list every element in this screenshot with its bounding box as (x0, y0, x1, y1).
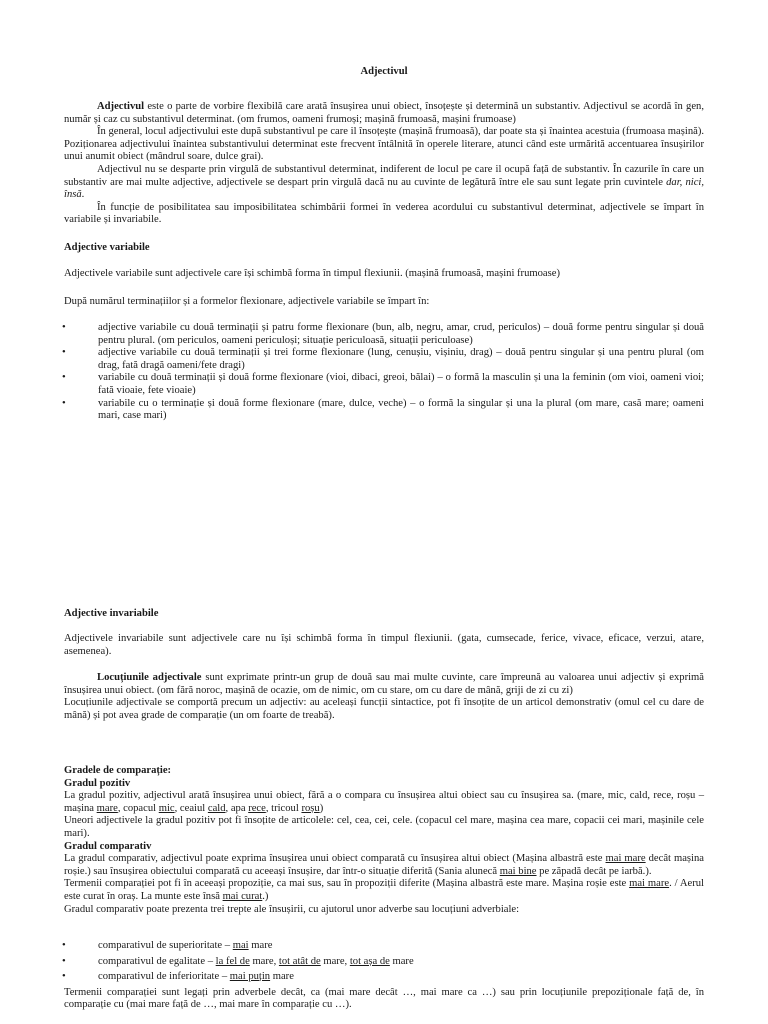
bullet-icon: • (62, 397, 66, 409)
list-item: • adjective variabile cu două terminații și patru forme flexionare (bun, alb, negru, amar, crud, periculos) – două forme pentru singular și două pentru plural. (om periculos, oameni periculoși; situație periculoasă, situații periculoase) (62, 322, 704, 346)
intro-paragraph-4: În funcție de posibilitatea sau imposibilitatea schimbării formei în vederea acordului cu substantivul determinat, adjectivele se împart în variabile și invariabile. (64, 201, 704, 226)
list-item: • comparativul de inferioritate – mai puțin mare (62, 971, 294, 983)
locutiuni-section (64, 672, 704, 722)
bullet-icon: • (62, 372, 66, 384)
intro-paragraph-1: Adjectivul este o parte de vorbire flexibilă care arată însușirea unui obiect, însoțește și determină un substantiv. Adjectivul se acordă în gen, număr și caz cu substantivul determinat. (om frumos, oameni frumoși; mașină frumoasă, mașini frumoase) (64, 101, 704, 125)
locutiuni-paragraph: Locuțiunile adjectivale sunt exprimate printr-un grup de două sau mai multe cuvinte, care împreună au valoarea unui adjectiv și exprimă însușirea unui obiect. (om fără noroc, mașină de ocazie, om de nimic, om cu stare, om cu dare de mână, griji de zi cu zi) (64, 672, 704, 696)
comparativ-paragraph-1: La gradul comparativ, adjectivul poate exprima însușirea unui obiect comparată cu însușirea altui obiect (Mașina albastră este mai mare decât mașina roșie.) sau însușirea obiectului comparată cu aceeași însușire, dar într-o situație diferită (Sania alunecă mai bine pe zăpadă decât pe iarbă.). (64, 853, 704, 877)
comparativ-final-paragraph: Termenii comparației sunt legați prin adverbele decât, ca (mai mare decât …, mai mare ca …) sau prin locuțiunile prepoziționale față de, în comparație cu (mai mare față de …, mai mare în comparație cu …). (64, 986, 704, 1011)
bullet-icon: • (62, 347, 66, 359)
grade-section (64, 765, 704, 916)
intro-section (64, 101, 704, 227)
variabile-list (64, 322, 704, 423)
comparativ-paragraph-2: Termenii comparației pot fi în aceeași propoziție, ca mai sus, sau în propoziții diferite (Mașina albastră este mare. Mașina roșie este mai mare. / Aerul este curat în oraș. La munte este însă mai curat.) (64, 878, 704, 902)
comparativ-heading: Gradul comparativ (64, 840, 152, 852)
bullet-icon: • (62, 322, 66, 333)
bullet-icon: • (62, 971, 66, 983)
locutiuni-paragraph-2: Locuțiunile adjectivale se comportă precum un adjectiv: au aceleași funcții sintactice, pot fi însoțite de un articol demonstrativ (omul cel cu dare de mână) și pot avea grade de comparație (un om foarte de treabă). (64, 697, 704, 721)
comparativ-list (64, 940, 704, 1012)
comparativ-paragraph-3: Gradul comparativ poate prezenta trei trepte ale însușirii, cu ajutorul unor adverbe sau locuțiuni adverbiale: (64, 903, 520, 915)
pozitiv-heading: Gradul pozitiv (64, 777, 131, 789)
intro-paragraph-2: În general, locul adjectivului este după substantivul pe care il însoțește (mașină frumoasă), dar poate sta și înaintea acestuia (frumoasa mașină). Poziționarea adjectivului înaintea substantivului determinat este frecvent întâlnită în operele literare, atunci când este urmărită accentuarea însușirilor unui anumit obiect (mândrul soare, dulce grai). (64, 126, 704, 163)
variabile-definition: Adjectivele variabile sunt adjectivele care își schimbă forma în timpul flexiunii. (mașină frumoasă, mașini frumoase) (64, 268, 560, 279)
pozitiv-paragraph-1: La gradul pozitiv, adjectivul arată însușirea unui obiect, fără a o compara cu însușirea altui obiect sau cu însușirea sa. (mare, mic, cald, rece, roșu – mașina mare, copacul mic, ceaiul cald, apa rece, tricoul roșu) (64, 790, 704, 814)
pozitiv-paragraph-2: Uneori adjectivele la gradul pozitiv pot fi însoțite de articolele: cel, cea, cei, cele. (copacul cel mare, mașina cea mare, copacii cei mari, mașinile cele mari). (64, 815, 704, 839)
variabile-heading: Adjective variabile (64, 242, 150, 253)
variabile-intro: După numărul terminațiilor și a formelor flexionare, adjectivele variabile se împart în: (64, 296, 430, 307)
list-item: • adjective variabile cu două terminații și trei forme flexionare (lung, cenușiu, vișiniu, drag) – două pentru singular și una pentru plural (om drag, fată dragă oameni/fete dragi) (62, 347, 704, 371)
page-title: Adjectivul (360, 66, 408, 77)
invariabile-definition: Adjectivele invariabile sunt adjectivele care nu își schimbă forma în timpul flexiunii. (gata, cumsecade, ferice, vivace, eficace, verzui, atare, asemenea). (64, 633, 704, 657)
grade-heading: Gradele de comparație: (64, 765, 172, 776)
bullet-icon: • (62, 955, 66, 967)
invariabile-heading: Adjective invariabile (64, 608, 159, 619)
list-item: • comparativul de egalitate – la fel de mare, tot atât de mare, tot așa de mare (62, 955, 414, 967)
list-item: • variabile cu o terminație și două forme flexionare (mare, dulce, veche) – o formă la singular și una la plural (om mare, casă mare; oameni mari, case mari) (62, 397, 704, 422)
bullet-icon: • (62, 940, 66, 951)
list-item: • variabile cu două terminații și două forme flexionare (vioi, dibaci, greoi, bălai) – o formă la masculin și una la feminin (om vioi, oameni vioi; fată vioaie, fete vioaie) (62, 372, 704, 396)
intro-paragraph-3: Adjectivul nu se desparte prin virgulă de substantivul determinat, indiferent de locul pe care il ocupă față de substantiv. În cazurile în care un substantiv are mai multe adjective, adjectivele se despart prin virgulă dacă nu au cuvinte de legătură între ele sau sunt legate prin cuvintele dar, nici, însă. (64, 163, 704, 201)
list-item: • comparativul de superioritate – mai mare (62, 940, 273, 951)
intro-term: Adjectivul (97, 101, 145, 112)
